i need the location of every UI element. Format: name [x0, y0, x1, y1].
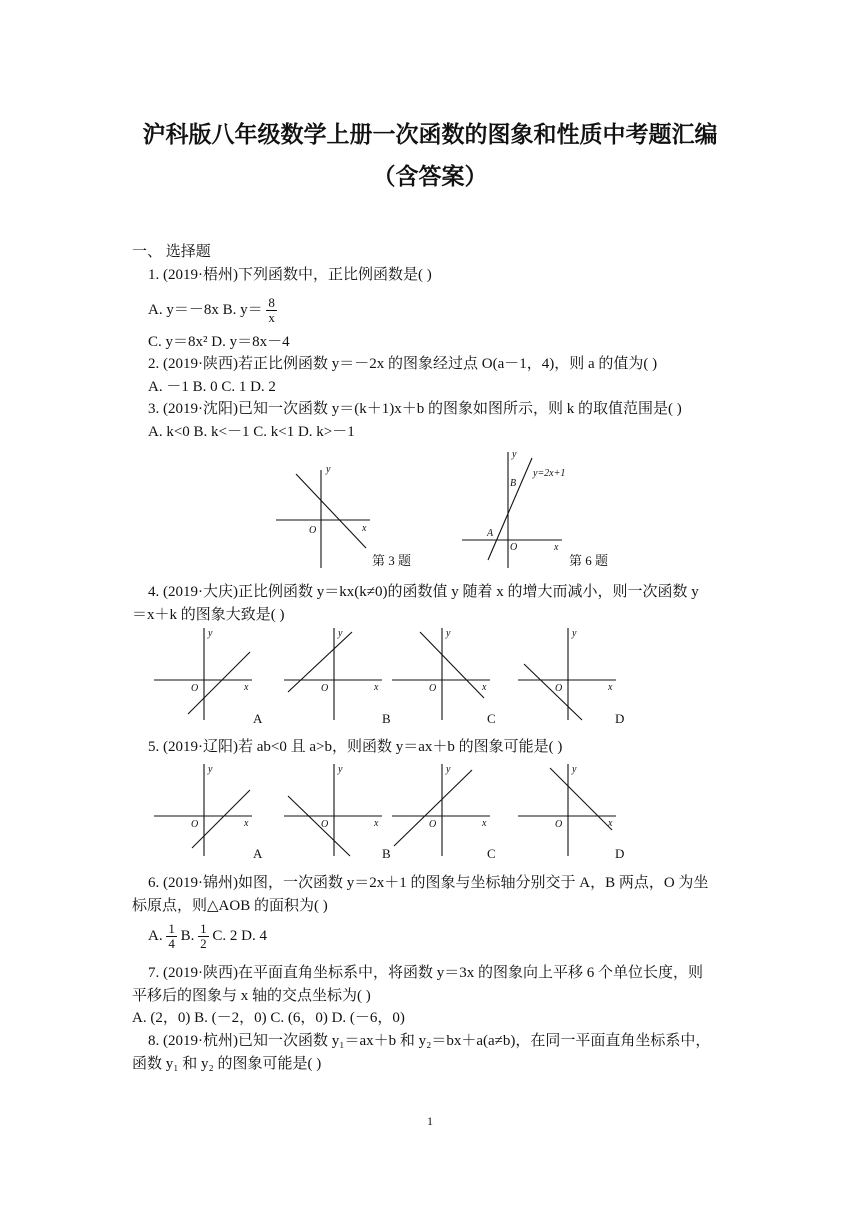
q4-graph-b — [282, 624, 388, 722]
question-4-stem-line2: ＝x＋k 的图象大致是( ) — [132, 607, 285, 623]
q5-label-a: A — [253, 846, 263, 861]
q5-label-b: B — [382, 846, 391, 861]
fraction-numerator: 1 — [200, 921, 207, 936]
question-7-options: A. (2，0) B. (－2，0) C. (6，0) D. (－6，0) — [132, 1010, 405, 1026]
fraction-denominator: 2 — [200, 936, 207, 951]
q5-graph-d — [516, 760, 622, 858]
question-8-stem-line2: 函数 y₁ 和 y₂ 的图象可能是( ) — [132, 1056, 322, 1072]
q5-graph-b — [282, 760, 388, 858]
question-6-stem-line2: 标原点，则△AOB 的面积为( ) — [132, 898, 328, 914]
q6-option-b-fraction — [198, 922, 209, 951]
origin-label: O — [555, 683, 563, 694]
y-axis-label: y — [512, 449, 517, 460]
question-3-options: A. k<0 B. k<－1 C. k<1 D. k>－1 — [148, 424, 355, 440]
q6-option-a-prefix: A. — [148, 927, 163, 944]
q5-graph-a — [152, 760, 258, 858]
question-7-stem-line1: 7. (2019·陕西)在平面直角坐标系中，将函数 y＝3x 的图象向上平移 6 个单位长度，则 — [148, 965, 703, 981]
question-8-stem-line1: 8. (2019·杭州)已知一次函数 y₁＝ax＋b 和 y₂＝bx＋a(a≠b)，在同一平面直角坐标系中， — [148, 1033, 711, 1049]
question-2-stem: 2. (2019·陕西)若正比例函数 y＝－2x 的图象经过点 O(a－1，4)，则 a 的值为( ) — [148, 356, 658, 372]
x-axis-label: x — [482, 682, 487, 693]
q4-label-d: D — [615, 711, 625, 726]
origin-label: O — [309, 525, 317, 536]
origin-label: O — [191, 819, 199, 830]
figure-q6-graph — [460, 448, 570, 570]
y-axis-label: y — [572, 628, 577, 639]
document-subtitle: （含答案） — [372, 164, 488, 190]
x-axis-label: x — [374, 682, 379, 693]
question-7-stem-line2: 平移后的图象与 x 轴的交点坐标为( ) — [132, 988, 371, 1004]
x-axis-label: x — [608, 818, 613, 829]
question-1-options-ab — [148, 296, 277, 325]
origin-label: O — [191, 683, 199, 694]
origin-label: O — [510, 542, 518, 553]
q1-option-b-fraction — [266, 296, 277, 325]
y-axis-label: y — [338, 628, 343, 639]
question-5-stem: 5. (2019·辽阳)若 ab<0 且 a>b，则函数 y＝ax＋b 的图象可能是( ) — [148, 739, 563, 755]
q4-graph-d — [516, 624, 622, 722]
y-axis-label: y — [208, 764, 213, 775]
q4-graph-c — [390, 624, 496, 722]
origin-label: O — [321, 819, 329, 830]
point-a-label: A — [487, 528, 494, 539]
line-equation-label: y=2x+1 — [533, 468, 566, 479]
figure-6-caption: 第 6 题 — [569, 553, 609, 568]
question-4-stem-line1: 4. (2019·大庆)正比例函数 y＝kx(k≠0)的函数值 y 随着 x 的增大而减小，则一次函数 y — [148, 584, 699, 600]
y-axis-label: y — [338, 764, 343, 775]
origin-label: O — [429, 683, 437, 694]
q4-label-c: C — [487, 711, 496, 726]
question-3-stem: 3. (2019·沈阳)已知一次函数 y＝(k＋1)x＋b 的图象如图所示，则 k 的取值范围是( ) — [148, 401, 682, 417]
fraction-numerator: 8 — [268, 295, 275, 310]
origin-label: O — [429, 819, 437, 830]
y-axis-label: y — [208, 628, 213, 639]
q6-options-cd: C. 2 D. 4 — [212, 927, 267, 944]
q5-label-c: C — [487, 846, 496, 861]
function-line — [296, 474, 366, 548]
q6-option-a-fraction — [166, 922, 177, 951]
q4-graph-a — [152, 624, 258, 722]
question-1-options-cd: C. y＝8x² D. y＝8x－4 — [148, 334, 290, 350]
x-axis-label: x — [244, 818, 249, 829]
figure-3-caption: 第 3 题 — [372, 553, 412, 568]
q5-label-d: D — [615, 846, 625, 861]
section-heading: 一、 选择题 — [132, 244, 211, 260]
q4-label-b: B — [382, 711, 391, 726]
q6-option-b-prefix: B. — [180, 927, 195, 944]
question-6-options — [148, 922, 267, 951]
y-axis-label: y — [572, 764, 577, 775]
origin-label: O — [321, 683, 329, 694]
x-axis-label: x — [554, 542, 559, 553]
question-6-stem-line1: 6. (2019·锦州)如图，一次函数 y＝2x＋1 的图象与坐标轴分别交于 A，B 两点，O 为坐 — [148, 875, 709, 891]
x-axis-label: x — [374, 818, 379, 829]
y-axis-label: y — [326, 464, 331, 475]
document-title: 沪科版八年级数学上册一次函数的图象和性质中考题汇编 — [142, 122, 718, 148]
x-axis-label: x — [244, 682, 249, 693]
question-1-stem: 1. (2019·梧州)下列函数中，正比例函数是( ) — [148, 267, 432, 283]
y-axis-label: y — [446, 628, 451, 639]
q1-option-a: A. y＝－8x B. y＝ — [148, 301, 263, 318]
figure-q3-graph — [274, 462, 374, 570]
fraction-denominator: 4 — [168, 936, 175, 951]
q5-graph-c — [390, 760, 496, 858]
question-2-options: A. －1 B. 0 C. 1 D. 2 — [148, 379, 276, 395]
origin-label: O — [555, 819, 563, 830]
fraction-denominator: x — [268, 310, 275, 325]
y-axis-label: y — [446, 764, 451, 775]
point-b-label: B — [510, 478, 517, 489]
page-number: 1 — [427, 1114, 433, 1128]
q4-label-a: A — [253, 711, 263, 726]
x-axis-label: x — [608, 682, 613, 693]
fraction-numerator: 1 — [168, 921, 175, 936]
x-axis-label: x — [362, 523, 367, 534]
x-axis-label: x — [482, 818, 487, 829]
